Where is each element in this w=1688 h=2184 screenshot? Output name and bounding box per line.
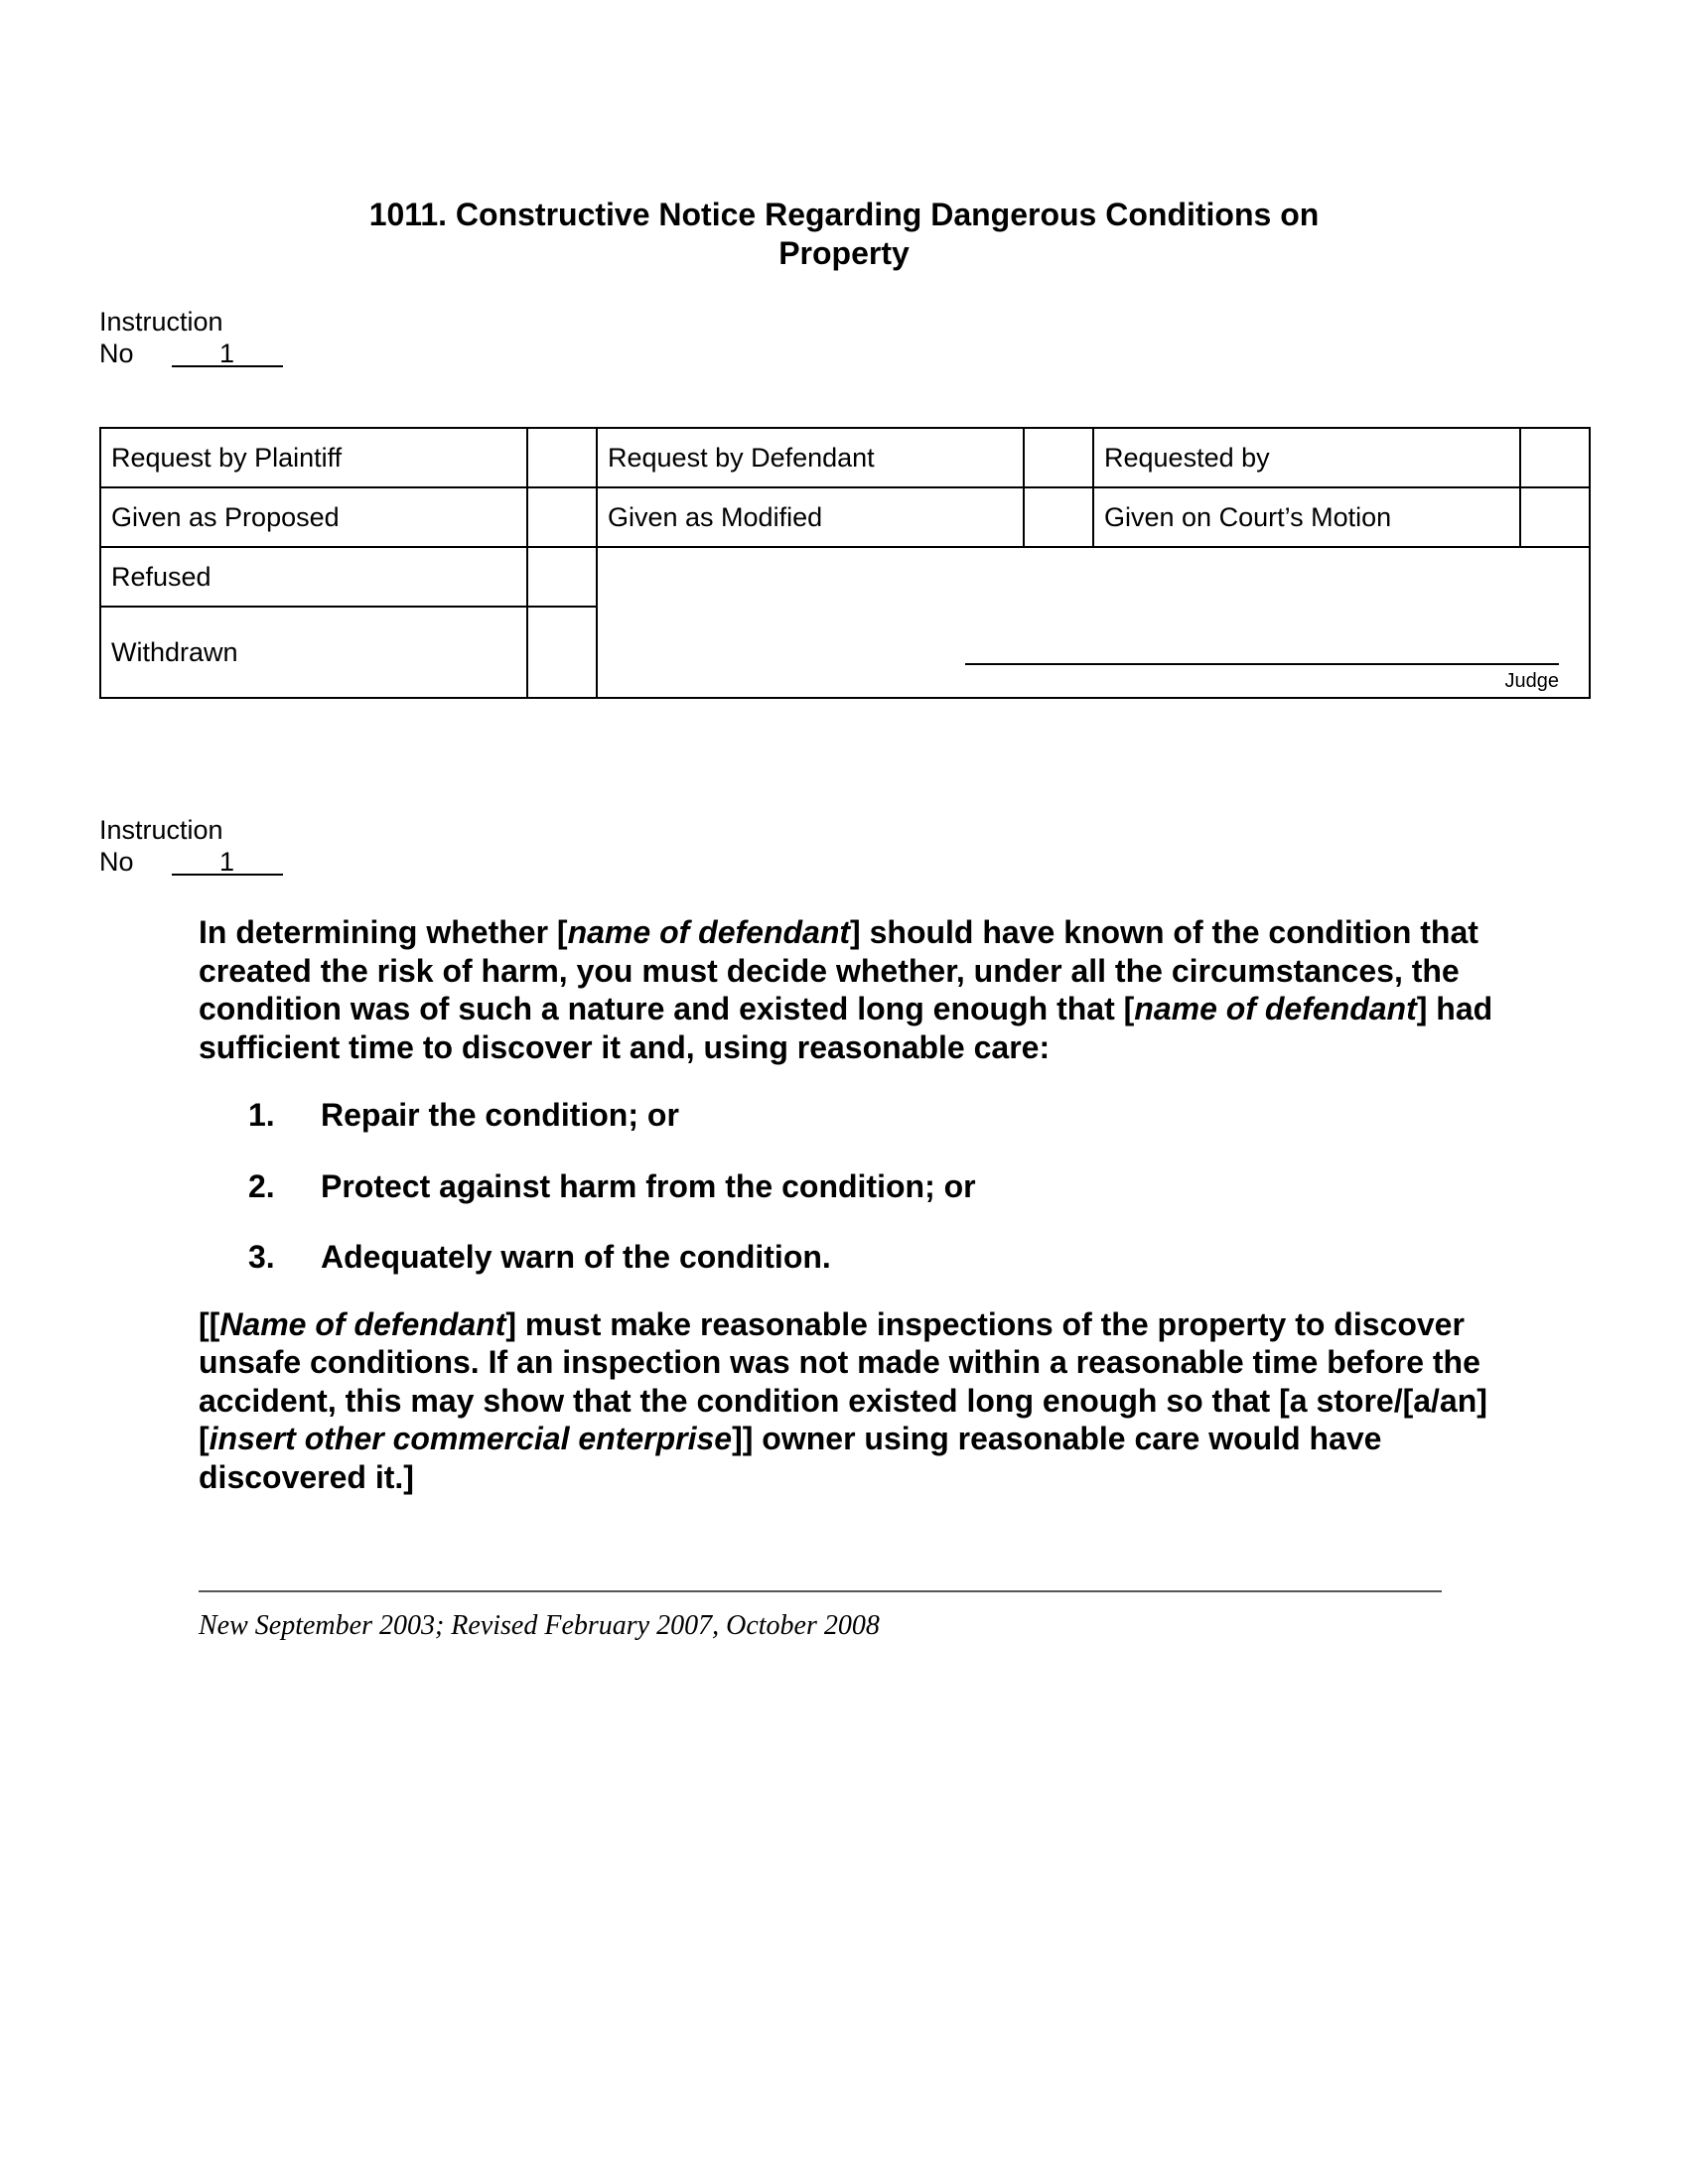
instruction-number-field: 1 (172, 850, 283, 876)
request-defendant-label: Request by Defendant (597, 428, 1024, 487)
instruction-number-bottom (99, 814, 283, 878)
instruction-number-field: 1 (172, 341, 283, 367)
list-item-number: 3. (248, 1239, 275, 1275)
elements-list (199, 1096, 1509, 1277)
refused-checkbox[interactable] (527, 547, 597, 607)
instruction-disposition-form (99, 427, 1591, 699)
list-item-text: Protect against harm from the condition; or (321, 1167, 976, 1204)
text-run: ] must make reasonable inspections of the property to discover unsafe conditions. If an inspection was not made within a reasonable time before the accident, this may show that the condition existed long enough so that [a store/[a/an] [ (199, 1305, 1487, 1456)
instruction-no-label: No (99, 847, 134, 877)
given-court-label: Given on Court’s Motion (1093, 487, 1520, 547)
placeholder-name-of-defendant: name of defendant (1134, 991, 1417, 1026)
list-item (199, 1096, 1509, 1135)
request-plaintiff-checkbox[interactable] (527, 428, 597, 487)
body-paragraph-2 (199, 1305, 1509, 1497)
text-run: In determining whether [ (199, 914, 568, 950)
given-proposed-checkbox[interactable] (527, 487, 597, 547)
list-item-text: Repair the condition; or (321, 1097, 679, 1133)
given-modified-label: Given as Modified (597, 487, 1024, 547)
judge-signature-area[interactable] (597, 547, 1590, 698)
given-modified-checkbox[interactable] (1024, 487, 1093, 547)
list-item-number: 1. (248, 1097, 275, 1133)
given-proposed-label: Given as Proposed (100, 487, 527, 547)
text-run: [[ (199, 1305, 220, 1342)
request-plaintiff-label: Request by Plaintiff (100, 428, 527, 487)
withdrawn-checkbox[interactable] (527, 607, 597, 698)
list-item-number: 2. (248, 1167, 275, 1204)
instruction-label: Instruction (99, 307, 223, 337)
judge-signature-line (965, 663, 1559, 665)
request-defendant-checkbox[interactable] (1024, 428, 1093, 487)
body-paragraph-1 (199, 913, 1509, 1066)
placeholder-name-of-defendant: Name of defendant (219, 1305, 506, 1342)
placeholder-commercial-enterprise: insert other commercial enterprise (209, 1421, 733, 1456)
title-line-2: Property (778, 235, 910, 271)
text-run: ]] owner using reasonable care would have discovered it.] (199, 1421, 1382, 1495)
list-item (199, 1167, 1509, 1206)
requested-by-checkbox[interactable] (1520, 428, 1590, 487)
judge-label: Judge (1504, 670, 1559, 692)
instruction-label: Instruction (99, 815, 223, 845)
divider (199, 1590, 1442, 1592)
text-run: ] had sufficient time to discover it and, using reasonable care: (199, 991, 1493, 1065)
page-title (199, 196, 1489, 273)
title-line-1: 1011. Constructive Notice Regarding Dangerous Conditions on (368, 197, 1320, 232)
instruction-number-top (99, 306, 283, 369)
given-court-checkbox[interactable] (1520, 487, 1590, 547)
withdrawn-label: Withdrawn (100, 607, 527, 698)
placeholder-name-of-defendant: name of defendant (567, 914, 851, 950)
revision-history: New September 2003; Revised February 2007, October 2008 (199, 1610, 880, 1641)
text-run: ] should have known of the condition that created the risk of harm, you must decide whether, under all the circumstances, the condition was of such a nature and existed long enough that [ (199, 914, 1478, 1026)
requested-by-label: Requested by (1093, 428, 1520, 487)
instruction-no-label: No (99, 339, 134, 368)
list-item (199, 1238, 1509, 1277)
list-item-text: Adequately warn of the condition. (321, 1239, 831, 1275)
refused-label: Refused (100, 547, 527, 607)
instruction-body (199, 913, 1509, 1496)
